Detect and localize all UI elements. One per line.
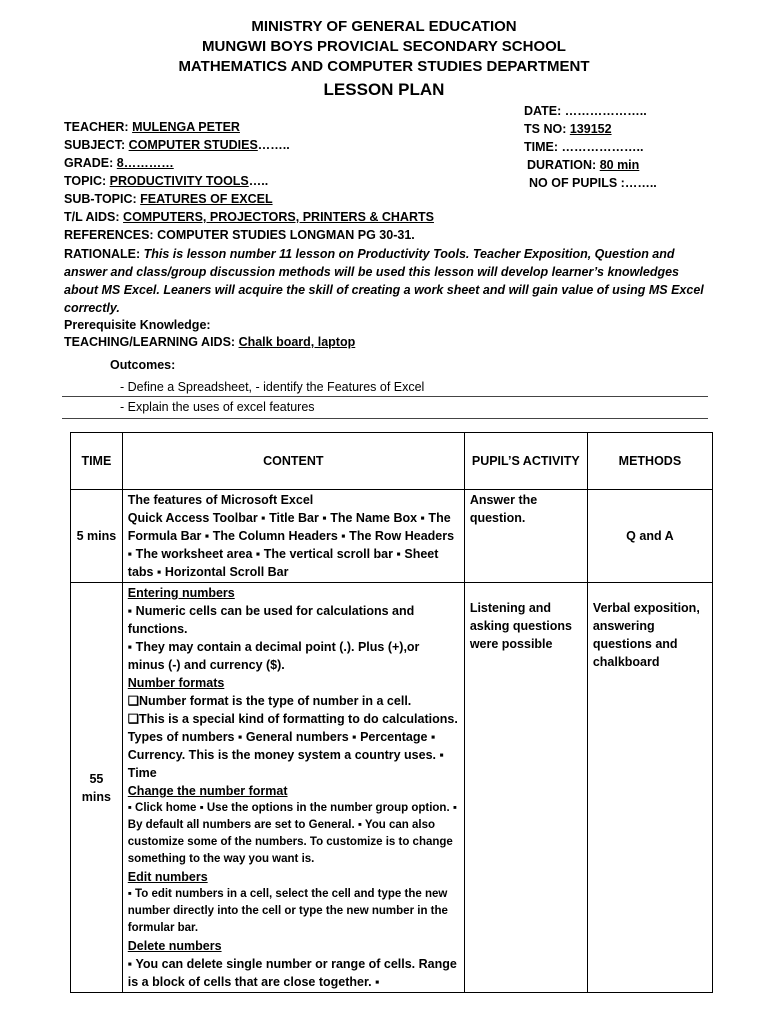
content-paragraph: ▪ To edit numbers in a cell, select the cell and type the new number directly into the cell or type the new number in the formular bar. bbox=[127, 888, 448, 934]
content-paragraph: ▪ Numeric cells can be used for calculations and functions. bbox=[127, 604, 415, 636]
teaching-aids-line: TEACHING/LEARNING AIDS: Chalk board, laptop bbox=[64, 335, 356, 349]
rationale-paragraph: RATIONALE: This is lesson number 11 lesson on Productivity Tools. Teacher Exposition, Question and answer and class/group discussion methods will be used this lesson will develop learner’s knowledges about MS Excel. Leaners will acquire the skill of creating a work sheet and will gain value of using MS Excel correctly. bbox=[64, 247, 704, 315]
lesson-plan-title: LESSON PLAN bbox=[323, 80, 445, 99]
column-header-time: TIME bbox=[71, 433, 123, 490]
subheading: Change the number format bbox=[127, 784, 288, 798]
pupils-line: NO OF PUPILS :…….. bbox=[529, 176, 657, 190]
content-paragraph: ❑This is a special kind of formatting to do calculations. Types of numbers ▪ General numbers ▪ Percentage ▪ Currency. This is the money system a country uses. ▪ Time bbox=[127, 712, 458, 780]
department-title: MATHEMATICS AND COMPUTER STUDIES DEPARTMENT bbox=[178, 58, 590, 75]
content-cell bbox=[122, 490, 464, 583]
topic-line: TOPIC: PRODUCTIVITY TOOLS….. bbox=[64, 174, 269, 188]
method-cell: Verbal exposition, answering questions and chalkboard bbox=[587, 583, 712, 993]
column-header-methods: METHODS bbox=[587, 433, 712, 490]
content-title: The features of Microsoft Excel bbox=[127, 493, 314, 507]
outcomes-label: Outcomes: bbox=[110, 358, 176, 372]
ts-number-line: TS NO: 139152 bbox=[524, 122, 612, 136]
divider bbox=[62, 396, 708, 397]
lesson-table bbox=[70, 432, 713, 993]
subheading: Delete numbers bbox=[127, 939, 222, 953]
content-paragraph: ❑Number format is the type of number in a cell. bbox=[127, 694, 412, 708]
activity-cell: Listening and asking questions were possible bbox=[464, 583, 587, 993]
subheading: Number formats bbox=[127, 676, 225, 690]
column-header-content: CONTENT bbox=[122, 433, 464, 490]
table-row bbox=[71, 490, 713, 583]
divider bbox=[62, 418, 708, 419]
teacher-line: TEACHER: MULENGA PETER bbox=[64, 120, 240, 134]
table-header-row bbox=[71, 433, 713, 490]
outcome-item: - Define a Spreadsheet, - identify the Features of Excel bbox=[120, 380, 425, 394]
time-cell: 55 mins bbox=[71, 583, 123, 993]
prerequisite-line: Prerequisite Knowledge: bbox=[64, 318, 211, 332]
time-line: TIME: ……………….. bbox=[524, 140, 644, 154]
content-paragraph: ▪ Click home ▪ Use the options in the number group option. ▪ By default all numbers are set to General. ▪ You can also customize some of the numbers. To customize is to change something to the way you want is. bbox=[127, 802, 457, 865]
activity-cell: Answer the question. bbox=[464, 490, 587, 583]
duration-line: DURATION: 80 min bbox=[527, 158, 640, 172]
references-line: REFERENCES: COMPUTER STUDIES LONGMAN PG 30-31. bbox=[64, 228, 415, 242]
subheading: Entering numbers bbox=[127, 586, 235, 600]
grade-line: GRADE: 8………… bbox=[64, 156, 174, 170]
table-row bbox=[71, 583, 713, 993]
date-line: DATE: ……………….. bbox=[524, 104, 647, 118]
content-paragraph: ▪ You can delete single number or range of cells. Range is a block of cells that are close together. ▪ bbox=[127, 957, 457, 989]
time-cell: 5 mins bbox=[71, 490, 123, 583]
content-body: Quick Access Toolbar ▪ Title Bar ▪ The Name Box ▪ The Formula Bar ▪ The Column Headers ▪ The Row Headers ▪ The worksheet area ▪ The vertical scroll bar ▪ Sheet tabs ▪ Horizontal Scroll Bar bbox=[127, 511, 455, 579]
aids-line: T/L AIDS: COMPUTERS, PROJECTORS, PRINTERS & CHARTS bbox=[64, 210, 434, 224]
subheading: Edit numbers bbox=[127, 870, 208, 884]
method-cell: Q and A bbox=[587, 490, 712, 583]
content-cell bbox=[122, 583, 464, 993]
outcome-item: - Explain the uses of excel features bbox=[120, 400, 315, 414]
column-header-activity: PUPIL’S ACTIVITY bbox=[464, 433, 587, 490]
ministry-title: MINISTRY OF GENERAL EDUCATION bbox=[251, 18, 517, 35]
subject-line: SUBJECT: COMPUTER STUDIES…….. bbox=[64, 138, 290, 152]
content-paragraph: ▪ They may contain a decimal point (.). Plus (+),or minus (-) and currency ($). bbox=[127, 640, 420, 672]
school-title: MUNGWI BOYS PROVICIAL SECONDARY SCHOOL bbox=[202, 38, 566, 55]
subtopic-line: SUB-TOPIC: FEATURES OF EXCEL bbox=[64, 192, 273, 206]
